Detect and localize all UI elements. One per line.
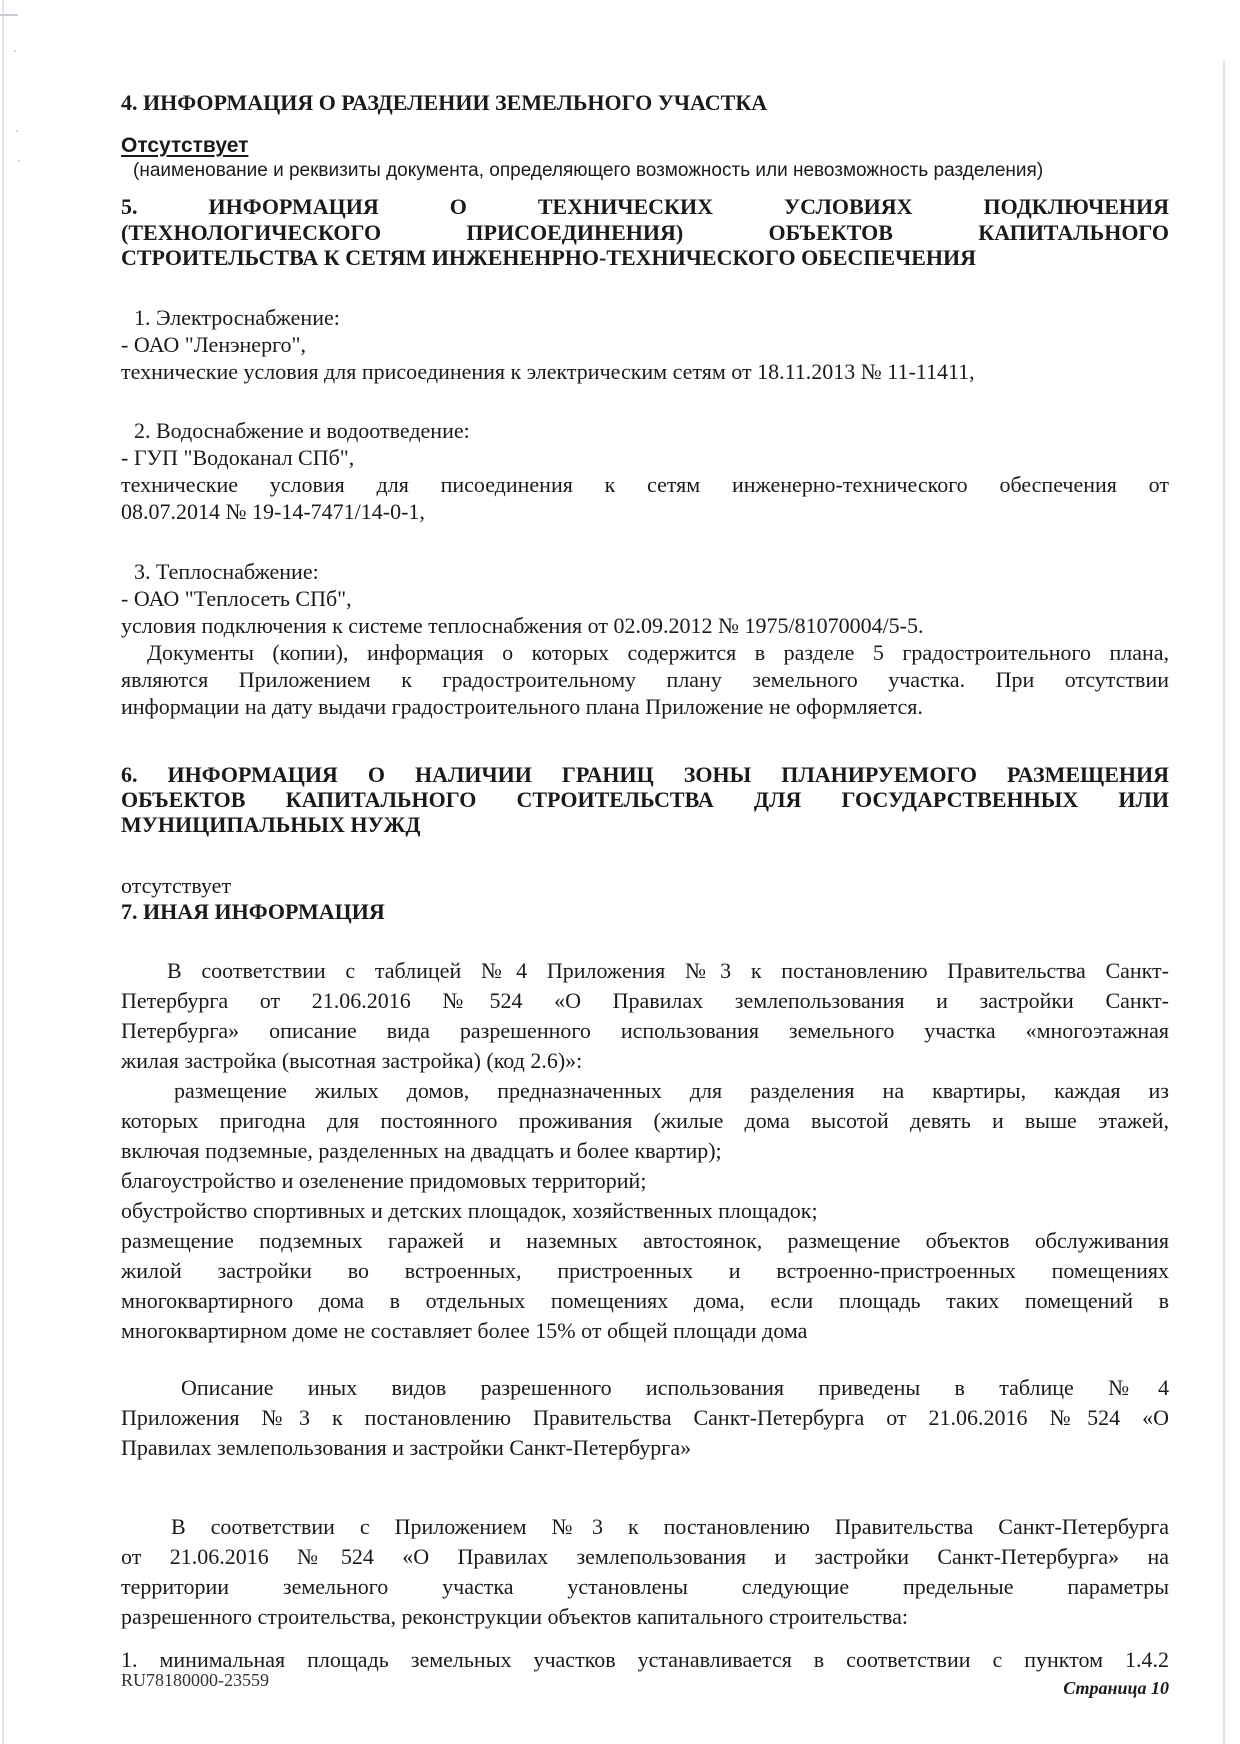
- section5-note-line: информации на дату выдачи градостроительного плана Приложение не оформляется.: [121, 694, 923, 719]
- section7-paragraph-line: от 21.06.2016 №524 «О Правилах землепользования и застройки Санкт-Петербурга» на: [121, 1544, 1169, 1569]
- section6-value: отсутствует: [121, 873, 232, 898]
- scan-left-edge: [2, 0, 4, 1744]
- scan-speck: [16, 130, 18, 132]
- section7-paragraph-line: Приложения №3 к постановлению Правительства Санкт-Петербурга от 21.06.2016 №524 «О: [121, 1405, 1169, 1430]
- section7-paragraph-line: которых пригодна для постоянного проживания (жилые дома высотой девять и выше этажей,: [121, 1108, 1169, 1133]
- utility-title: 2. Водоснабжение и водоотведение:: [134, 418, 470, 443]
- utility-org: - ОАО "Ленэнерго",: [121, 332, 307, 357]
- scan-speck: [14, 50, 16, 52]
- section7-paragraph-line: размещение жилых домов, предназначенных для разделения на квартиры, каждая из: [174, 1078, 1169, 1103]
- utility-title: 1. Электроснабжение:: [134, 305, 340, 330]
- utility-title: 3. Теплоснабжение:: [134, 559, 319, 584]
- section7-heading: 7. ИНАЯ ИНФОРМАЦИЯ: [121, 899, 385, 924]
- section7-paragraph-line: многоквартирного дома в отдельных помещениях дома, если площадь таких помещений в: [121, 1288, 1169, 1313]
- section7-paragraph-line: В соответствии с таблицей №4 Приложения №3 к постановлению Правительства Санкт-: [167, 958, 1169, 983]
- document-code: RU78180000-23559: [121, 1670, 269, 1690]
- section7-paragraph-line: Правилах землепользования и застройки Санкт-Петербурга»: [121, 1435, 692, 1460]
- page-number: Страница 10: [1063, 1678, 1169, 1698]
- utility-conditions: технические условия для писоединения к сетям инженерно-технического обеспечения от: [121, 472, 1169, 497]
- scan-right-edge: [1223, 60, 1225, 1744]
- section6-heading-line: ОБЪЕКТОВ КАПИТАЛЬНОГО СТРОИТЕЛЬСТВА ДЛЯ ГОСУДАРСТВЕННЫХ ИЛИ: [121, 787, 1169, 812]
- section7-paragraph-line: территории земельного участка установлены следующие предельные параметры: [121, 1574, 1169, 1599]
- section4-heading: 4. ИНФОРМАЦИЯ О РАЗДЕЛЕНИИ ЗЕМЕЛЬНОГО УЧАСТКА: [121, 90, 768, 115]
- section5-heading-line: (ТЕХНОЛОГИЧЕСКОГО ПРИСОЕДИНЕНИЯ) ОБЪЕКТОВ КАПИТАЛЬНОГО: [121, 220, 1169, 245]
- section7-paragraph-line: разрешенного строительства, реконструкции объектов капитального строительства:: [121, 1604, 909, 1629]
- utility-conditions: условия подключения к системе теплоснабжения от 02.09.2012 № 1975/81070004/5-5.: [121, 613, 924, 638]
- utility-org: - ОАО "Теплосеть СПб",: [121, 586, 352, 611]
- section6-heading-line: 6. ИНФОРМАЦИЯ О НАЛИЧИИ ГРАНИЦ ЗОНЫ ПЛАНИРУЕМОГО РАЗМЕЩЕНИЯ: [121, 762, 1169, 787]
- section7-paragraph-line: Петербурга от 21.06.2016 №524 «О Правилах землепользования и застройки Санкт-: [121, 988, 1169, 1013]
- section7-paragraph-line: В соответствии с Приложением №3 к постановлению Правительства Санкт-Петербурга: [171, 1514, 1169, 1539]
- section7-paragraph-line: благоустройство и озеленение придомовых территорий;: [121, 1168, 647, 1193]
- utility-conditions: 08.07.2014 № 19-14-7471/14-0-1,: [121, 499, 425, 524]
- scan-speck: [18, 160, 20, 162]
- section7-paragraph-line: Описание иных видов разрешенного использования приведены в таблице №4: [181, 1375, 1169, 1400]
- section7-paragraph-line: жилой застройки во встроенных, пристроенных и встроенно-пристроенных помещениях: [121, 1258, 1169, 1283]
- section6-heading-line: МУНИЦИПАЛЬНЫХ НУЖД: [121, 812, 421, 837]
- section7-paragraph-line: многоквартирном доме не составляет более 15% от общей площади дома: [121, 1318, 808, 1343]
- utility-conditions: технические условия для присоединения к электрическим сетям от 18.11.2013 № 11-11411,: [121, 359, 975, 384]
- utility-org: - ГУП "Водоканал СПб",: [121, 445, 355, 470]
- section7-paragraph-line: Петербурга» описание вида разрешенного использования земельного участка «многоэтажная: [121, 1018, 1169, 1043]
- scan-mark: [0, 14, 18, 16]
- section5-note-line: Документы (копии), информация о которых содержится в разделе 5 градостроительного плана,: [147, 640, 1169, 665]
- section7-paragraph-line: жилая застройка (высотная застройка) (код 2.6)»:: [121, 1048, 583, 1073]
- section7-paragraph-line: размещение подземных гаражей и наземных автостоянок, размещение объектов обслуживания: [121, 1228, 1169, 1253]
- section5-heading-line: СТРОИТЕЛЬСТВА К СЕТЯМ ИНЖЕНЕНРНО-ТЕХНИЧЕСКОГО ОБЕСПЕЧЕНИЯ: [121, 245, 977, 270]
- section4-caption: (наименование и реквизиты документа, определяющего возможность или невозможность разделения): [133, 160, 1044, 181]
- section5-note-line: являются Приложением к градостроительному плану земельного участка. При отсутствии: [121, 667, 1169, 692]
- section5-heading-line: 5. ИНФОРМАЦИЯ О ТЕХНИЧЕСКИХ УСЛОВИЯХ ПОДКЛЮЧЕНИЯ: [121, 194, 1169, 219]
- section4-value: Отсутствует: [121, 134, 249, 157]
- section7-paragraph-line: обустройство спортивных и детских площадок, хозяйственных площадок;: [121, 1198, 818, 1223]
- section7-paragraph-line: включая подземные, разделенных на двадцать и более квартир);: [121, 1138, 722, 1163]
- section7-item-line: 1. минимальная площадь земельных участков устанавливается в соответствии с пунктом 1.4.2: [121, 1647, 1169, 1672]
